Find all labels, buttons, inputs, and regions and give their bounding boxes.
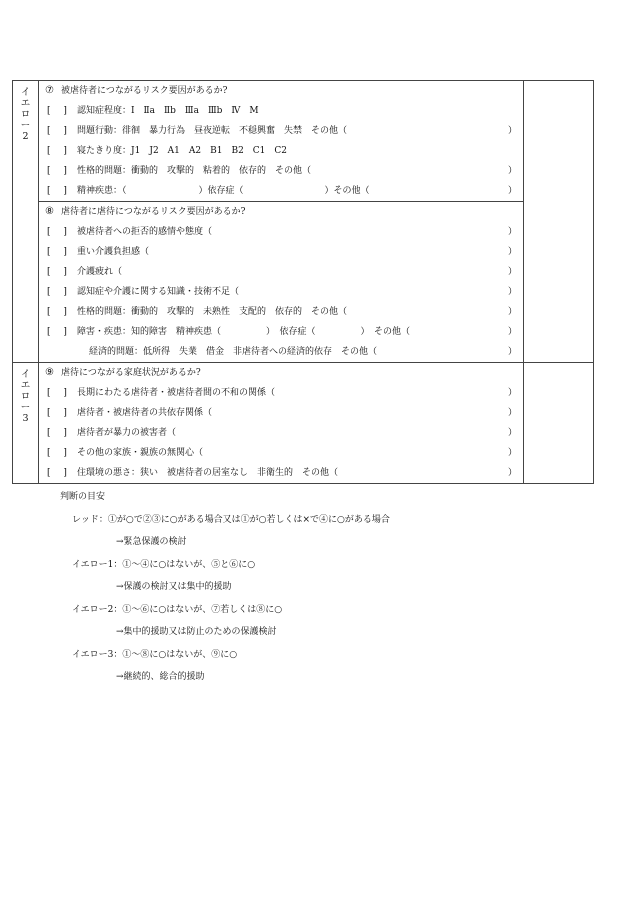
question-number: ⑨: [45, 367, 54, 378]
notes-cell[interactable]: [524, 81, 594, 363]
closing-paren: ）: [507, 327, 517, 337]
checkbox-bracket[interactable]: [ ]: [47, 227, 72, 237]
category-label: [13, 81, 39, 363]
closing-paren: ）: [507, 307, 517, 317]
closing-paren: ）: [507, 247, 517, 257]
question-section: [39, 81, 523, 202]
checklist-item: [39, 463, 523, 483]
checkbox-bracket[interactable]: [ ]: [47, 388, 72, 398]
category-char: エ: [20, 98, 31, 109]
closing-paren: ）: [507, 388, 517, 398]
item-label: 性格的問題：衝動的 攻撃的 未熟性 支配的 依存的 その他（: [77, 307, 348, 317]
checklist-item: [39, 181, 523, 201]
guide-action: →継続的、総合的援助: [116, 672, 205, 682]
item-label: 経済的問題：低所得 失業 借金 非虐待者への経済的依存 その他（: [89, 347, 378, 357]
question-text: 虐待につながる家庭状況があるか?: [61, 368, 201, 378]
category-char: ロ: [20, 391, 31, 402]
risk-checklist-table: [12, 80, 594, 484]
checkbox-bracket[interactable]: [ ]: [47, 287, 72, 297]
item-label: 精神疾患：（ ）依存症（ ）その他（: [77, 186, 370, 196]
category-group-row: [13, 363, 594, 484]
checklist-item: [39, 342, 523, 362]
checkbox-bracket[interactable]: [ ]: [47, 307, 72, 317]
closing-paren: ）: [507, 347, 517, 357]
guide-criterion: イエロー3：①～⑧に○はないが、⑨に○: [72, 649, 238, 660]
checklist-item: [39, 322, 523, 342]
category-char: イ: [20, 369, 31, 380]
checklist-item: [39, 282, 523, 302]
closing-paren: ）: [507, 186, 517, 196]
question-row: [39, 363, 523, 383]
closing-paren: ）: [507, 428, 517, 438]
category-char: エ: [20, 380, 31, 391]
closing-paren: ）: [507, 126, 517, 136]
judgment-heading: 判断の目安: [60, 492, 106, 502]
item-label: 問題行動：徘徊 暴力行為 昼夜逆転 不穏興奮 失禁 その他（: [77, 126, 348, 136]
question-section: [39, 363, 523, 483]
checklist-item: [39, 161, 523, 181]
question-row: [39, 81, 523, 101]
checklist-cell: [39, 81, 524, 363]
checkbox-bracket[interactable]: [ ]: [47, 327, 72, 337]
checkbox-bracket[interactable]: [ ]: [47, 267, 72, 277]
judgment-guide: [60, 486, 390, 682]
checklist-item: [39, 141, 523, 161]
guide-criterion: イエロー1：①～④に○はないが、⑤と⑥に○: [72, 559, 256, 570]
category-char: 2: [22, 131, 29, 142]
checkbox-bracket[interactable]: [ ]: [47, 106, 72, 116]
closing-paren: ）: [507, 287, 517, 297]
category-char: イ: [20, 87, 31, 98]
closing-paren: ）: [507, 227, 517, 237]
question-text: 虐待者に虐待につながるリスク要因があるか?: [61, 207, 246, 217]
item-label: 性格的問題：衝動的 攻撃的 粘着的 依存的 その他（: [77, 166, 312, 176]
item-label: 重い介護負担感（: [77, 247, 150, 257]
checkbox-bracket[interactable]: [ ]: [47, 146, 72, 156]
checkbox-bracket[interactable]: [ ]: [47, 428, 72, 438]
category-char: ー: [20, 402, 31, 413]
item-label: 障害・疾患：知的障害 精神疾患（ ） 依存症（ ） その他（: [77, 327, 411, 337]
item-label: 認知症や介護に関する知識・技術不足（: [77, 287, 240, 297]
checkbox-bracket[interactable]: [ ]: [47, 247, 72, 257]
checklist-item: [39, 443, 523, 463]
question-number: ⑦: [45, 85, 54, 96]
guide-action: →保護の検討又は集中的援助: [116, 582, 232, 592]
item-label: 介護疲れ（: [77, 267, 123, 277]
checklist-item: [39, 423, 523, 443]
item-label: 住環境の悪さ：狭い 被虐待者の居室なし 非衛生的 その他（: [77, 468, 339, 478]
checklist-item: [39, 302, 523, 322]
closing-paren: ）: [507, 408, 517, 418]
checkbox-bracket[interactable]: [ ]: [47, 448, 72, 458]
item-label: 被虐待者への拒否的感情や態度（: [77, 227, 213, 237]
checklist-item: [39, 403, 523, 423]
category-char: 3: [22, 413, 29, 424]
closing-paren: ）: [507, 267, 517, 277]
notes-cell[interactable]: [524, 363, 594, 484]
closing-paren: ）: [507, 448, 517, 458]
category-char: ロ: [20, 109, 31, 120]
guide-criterion: イエロー2：①～⑥に○はないが、⑦若しくは⑧に○: [72, 604, 283, 615]
question-section: [39, 202, 523, 362]
checkbox-bracket[interactable]: [ ]: [47, 166, 72, 176]
checklist-cell: [39, 363, 524, 484]
item-label: 長期にわたる虐待者・被虐待者間の不和の関係（: [77, 388, 276, 398]
checklist-item: [39, 121, 523, 141]
closing-paren: ）: [507, 468, 517, 478]
question-number: ⑧: [45, 206, 54, 217]
guide-criterion: レッド：①が○で②③に○がある場合又は①が○若しくは×で④に○がある場合: [72, 514, 390, 525]
closing-paren: ）: [507, 166, 517, 176]
guide-action: →集中的援助又は防止のための保護検討: [116, 627, 277, 637]
checklist-item: [39, 242, 523, 262]
checklist-item: [39, 101, 523, 121]
category-char: ー: [20, 120, 31, 131]
item-label: 認知症程度：Ⅰ Ⅱa Ⅱb Ⅲa Ⅲb Ⅳ M: [77, 106, 259, 116]
question-text: 被虐待者につながるリスク要因があるか?: [61, 86, 228, 96]
question-row: [39, 202, 523, 222]
checkbox-bracket[interactable]: [ ]: [47, 468, 72, 478]
item-label: 虐待者が暴力の被害者（: [77, 428, 177, 438]
category-label: [13, 363, 39, 484]
guide-action: →緊急保護の検討: [116, 537, 187, 547]
category-group-row: [13, 81, 594, 363]
checklist-item: [39, 383, 523, 403]
checkbox-bracket[interactable]: [ ]: [47, 186, 72, 196]
checklist-item: [39, 262, 523, 282]
item-label: その他の家族・親族の無関心（: [77, 448, 204, 458]
item-label: 寝たきり度：J1 J2 A1 A2 B1 B2 C1 C2: [77, 146, 288, 156]
checkbox-bracket[interactable]: [ ]: [47, 408, 72, 418]
checkbox-bracket[interactable]: [ ]: [47, 126, 72, 136]
checklist-item: [39, 222, 523, 242]
item-label: 虐待者・被虐待者の共依存関係（: [77, 408, 213, 418]
